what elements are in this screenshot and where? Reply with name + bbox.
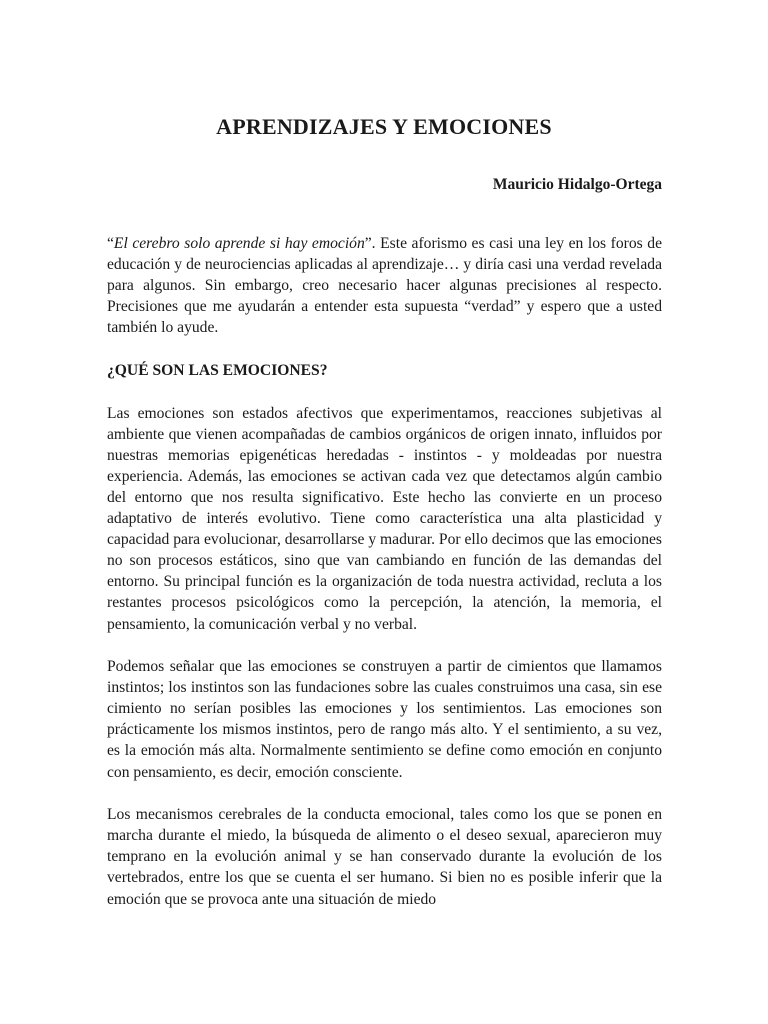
intro-open-quote: “ <box>107 235 114 252</box>
body-paragraph-1: Las emociones son estados afectivos que experimentamos, reacciones subjetivas al ambiente que vienen acompañadas de cambios orgánicos de origen innato, influidos por nuestras memorias epigenéticas heredadas - instintos - y moldeadas por nuestra experiencia. Además, las emociones se activan cada vez que detectamos algún cambio del entorno que nos resulta significativo. Este hecho las convierte en un proceso adaptativo de interés evolutivo. Tiene como característica una alta plasticidad y capacidad para evolucionar, desarrollarse y madurar. Por ello decimos que las emociones no son procesos estáticos, sino que van cambiando en función de las demandas del entorno. Su principal función es la organización de toda nuestra actividad, recluta a los restantes procesos psicológicos como la percepción, la atención, la memoria, el pensamiento, la comunicación verbal y no verbal. <box>107 404 662 633</box>
body-paragraph-3: Los mecanismos cerebrales de la conducta emocional, tales como los que se ponen en marcha durante el miedo, la búsqueda de alimento o el deseo sexual, aparecieron muy temprano en la evolución animal y se han conservado durante la evolución de los vertebrados, entre los que se cuenta el ser humano. Si bien no es posible inferir que la emoción que se provoca ante una situación de miedo <box>107 806 662 908</box>
document-title: APRENDIZAJES Y EMOCIONES <box>216 114 552 139</box>
document-body <box>107 233 662 931</box>
author-name: Mauricio Hidalgo-Ortega <box>492 176 662 193</box>
intro-paragraph <box>107 233 662 338</box>
body-paragraph-2: Podemos señalar que las emociones se construyen a partir de cimientos que llamamos instintos; los instintos son las fundaciones sobre las cuales construimos una casa, sin ese cimiento no serían posibles las emociones y los sentimientos. Las emociones son prácticamente los mismos instintos, pero de rango más alto. Y el sentimiento, a su vez, es la emoción más alta. Normalmente sentimiento se define como emoción en conjunto con pensamiento, es decir, emoción consciente. <box>107 658 662 781</box>
intro-quote: El cerebro solo aprende si hay emoción <box>113 235 365 252</box>
section-heading: ¿QUÉ SON LAS EMOCIONES? <box>107 361 328 379</box>
intro-text: ”. Este aforismo es casi una ley en los foros de educación y de neurociencias aplicadas al aprendizaje… y diría casi una verdad revelada para algunos. Sin embargo, creo necesario hacer algunas precisiones al respecto. Precisiones que me ayudarán a entender esta supuesta “verdad” y espero que a usted también lo ayude. <box>107 235 662 337</box>
